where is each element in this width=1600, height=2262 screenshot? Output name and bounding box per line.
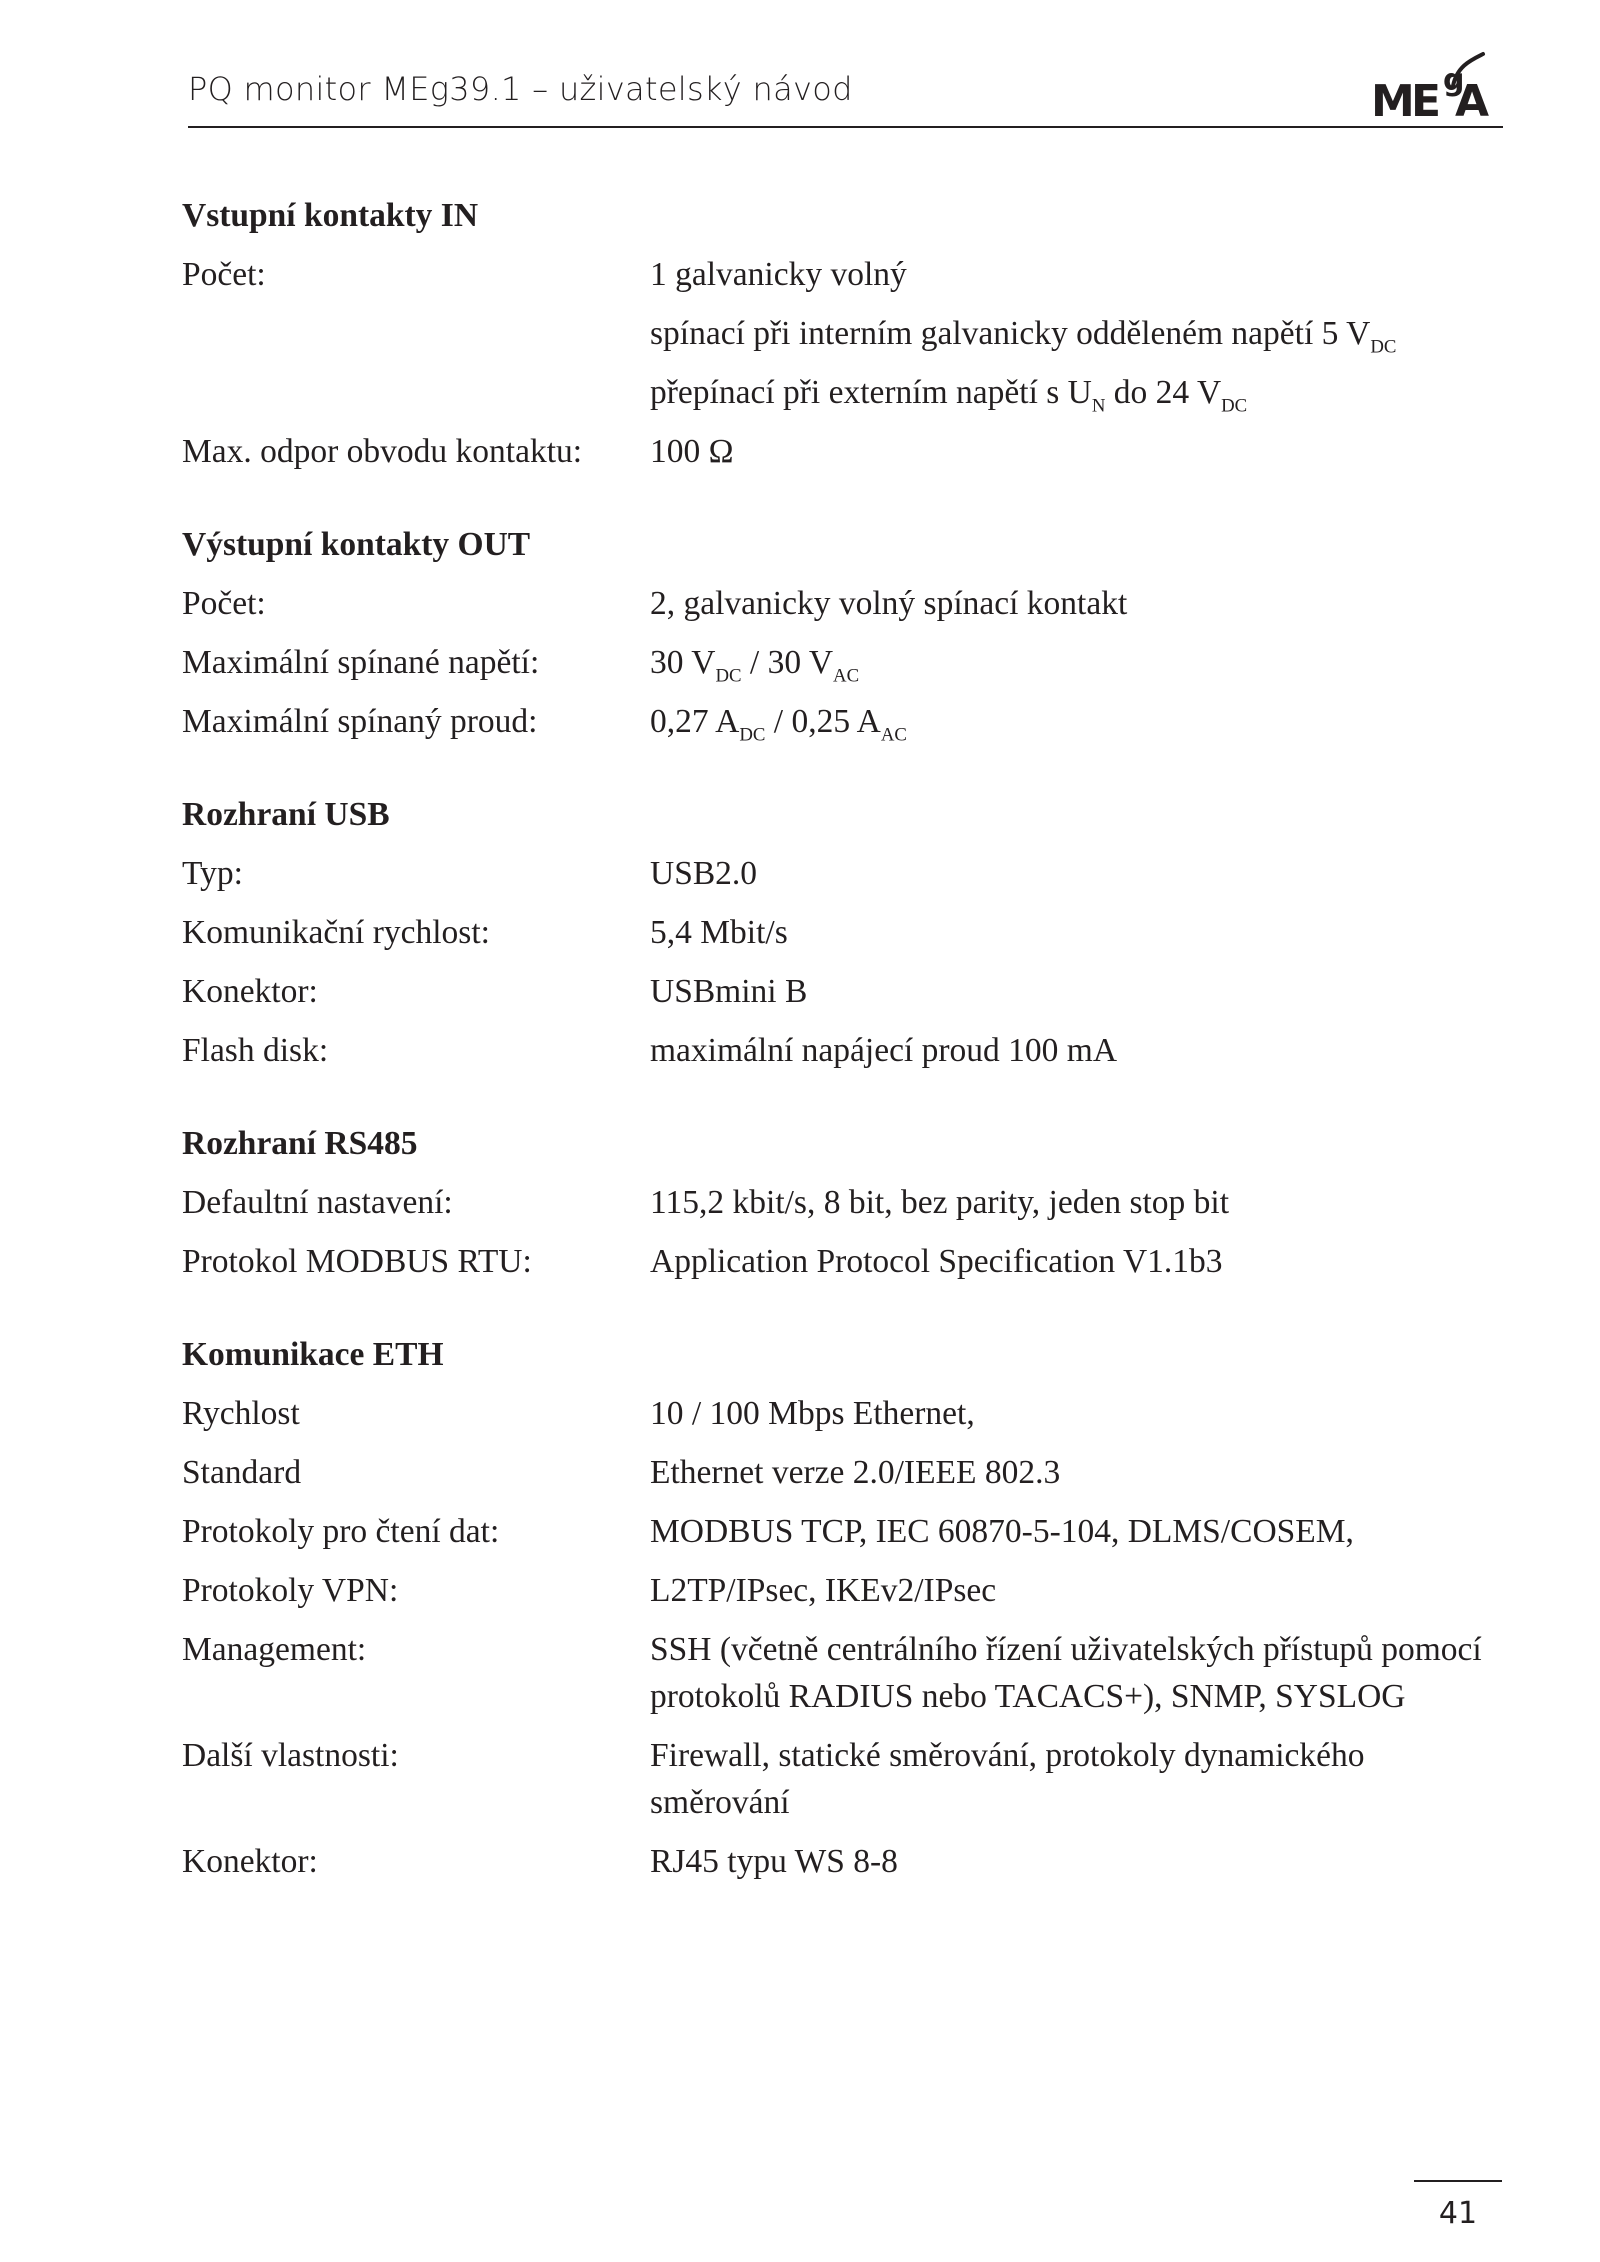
spec-label: Management: (182, 1631, 367, 1668)
spec-value: 10 / 100 Mbps Ethernet, (650, 1395, 975, 1432)
spec-value: Application Protocol Specification V1.1b3 (650, 1243, 1223, 1280)
spec-label: Počet: (182, 256, 266, 293)
spec-value (650, 245, 1502, 422)
spec-label: Počet: (182, 585, 266, 622)
section-title: Výstupní kontakty OUT (182, 526, 531, 563)
spec-value: L2TP/IPsec, IKEv2/IPsec (650, 1572, 997, 1609)
input-count-value: 1 galvanicky volný (650, 256, 907, 293)
spec-value: Ethernet verze 2.0/IEEE 802.3 (650, 1454, 1061, 1491)
section-title: Komunikace ETH (182, 1336, 444, 1373)
input-switching-mode: spínací při interním galvanicky odděleném napětí 5 $V_{DC}$ (650, 315, 1397, 358)
spec-value: 30 $V_{DC} / 30$ $V_{AC}$ (650, 644, 860, 687)
spec-label: Další vlastnosti: (182, 1737, 399, 1774)
spec-label: Komunikační rychlost: (182, 914, 490, 951)
spec-row (182, 633, 1502, 692)
mega-logo (1371, 50, 1503, 122)
spec-row (182, 1561, 1502, 1620)
footer-divider (1414, 2180, 1502, 2182)
spec-value: USBmini B (650, 973, 808, 1010)
logo-letter-a: A (1455, 76, 1490, 122)
spec-row (182, 1726, 1502, 1832)
spec-row (182, 1620, 1502, 1726)
input-changeover-mode: přepínací při externím napětí s $U_N$ do 24 $V_{DC}$ (650, 374, 1248, 417)
specifications-content (182, 186, 1502, 1925)
section-rs485 (182, 1114, 1502, 1291)
spec-row (182, 1384, 1502, 1443)
spec-value: SSH (včetně centrálního řízení uživatelských přístupů pomocí protokolů RADIUS nebo TACACS+), SNMP, SYSLOG (650, 1631, 1482, 1715)
page-number: 41 (1438, 2196, 1478, 2231)
spec-value: maximální napájecí proud 100 mA (650, 1032, 1118, 1069)
spec-label: Protokol MODBUS RTU: (182, 1243, 532, 1280)
section-ethernet (182, 1325, 1502, 1891)
spec-row (182, 1232, 1502, 1291)
spec-row (182, 574, 1502, 633)
document-title: PQ monitor MEg39.1 – uživatelský návod (188, 70, 853, 108)
spec-value: USB2.0 (650, 855, 758, 892)
spec-label: Flash disk: (182, 1032, 329, 1069)
spec-value: Firewall, statické směrování, protokoly dynamického směrování (650, 1737, 1365, 1821)
spec-row (182, 1173, 1502, 1232)
logo-letter-g: g (1443, 63, 1465, 98)
spec-value: 2, galvanicky volný spínací kontakt (650, 585, 1128, 622)
spec-value: MODBUS TCP, IEC 60870-5-104, DLMS/COSEM, (650, 1513, 1354, 1550)
section-title: Vstupní kontakty IN (182, 197, 479, 234)
section-title: Rozhraní RS485 (182, 1125, 418, 1162)
spec-label: Konektor: (182, 973, 318, 1010)
spec-value: RJ45 typu WS 8-8 (650, 1843, 898, 1880)
spec-row (182, 844, 1502, 903)
section-usb (182, 785, 1502, 1080)
spec-row (182, 1832, 1502, 1891)
spec-label: Protokoly VPN: (182, 1572, 399, 1609)
spec-value: 5,4 Mbit/s (650, 914, 788, 951)
section-title: Rozhraní USB (182, 796, 390, 833)
spec-row (182, 903, 1502, 962)
spec-row (182, 245, 1502, 422)
spec-row (182, 962, 1502, 1021)
spec-row (182, 1443, 1502, 1502)
spec-label: Typ: (182, 855, 243, 892)
spec-label: Rychlost (182, 1395, 300, 1432)
section-input-contacts (182, 186, 1502, 481)
spec-value: 0,27 $A_{DC} / 0,25$ $A_{AC}$ (650, 703, 907, 746)
spec-label: Maximální spínaný proud: (182, 703, 538, 740)
spec-label: Protokoly pro čtení dat: (182, 1513, 500, 1550)
spec-label: Konektor: (182, 1843, 318, 1880)
spec-value: 115,2 kbit/s, 8 bit, bez parity, jeden stop bit (650, 1184, 1230, 1221)
section-output-contacts (182, 515, 1502, 751)
spec-row (182, 1502, 1502, 1561)
spec-label: Standard (182, 1454, 302, 1491)
spec-row (182, 692, 1502, 751)
spec-value: 100 Ω (650, 433, 734, 470)
spec-label: Defaultní nastavení: (182, 1184, 453, 1221)
spec-label: Max. odpor obvodu kontaktu: (182, 433, 583, 470)
logo-letter-e: E (1411, 76, 1442, 122)
spec-row (182, 1021, 1502, 1080)
spec-label: Maximální spínané napětí: (182, 644, 540, 681)
page-header (188, 64, 1503, 128)
logo-letter-m: M (1371, 76, 1415, 122)
spec-row (182, 422, 1502, 481)
